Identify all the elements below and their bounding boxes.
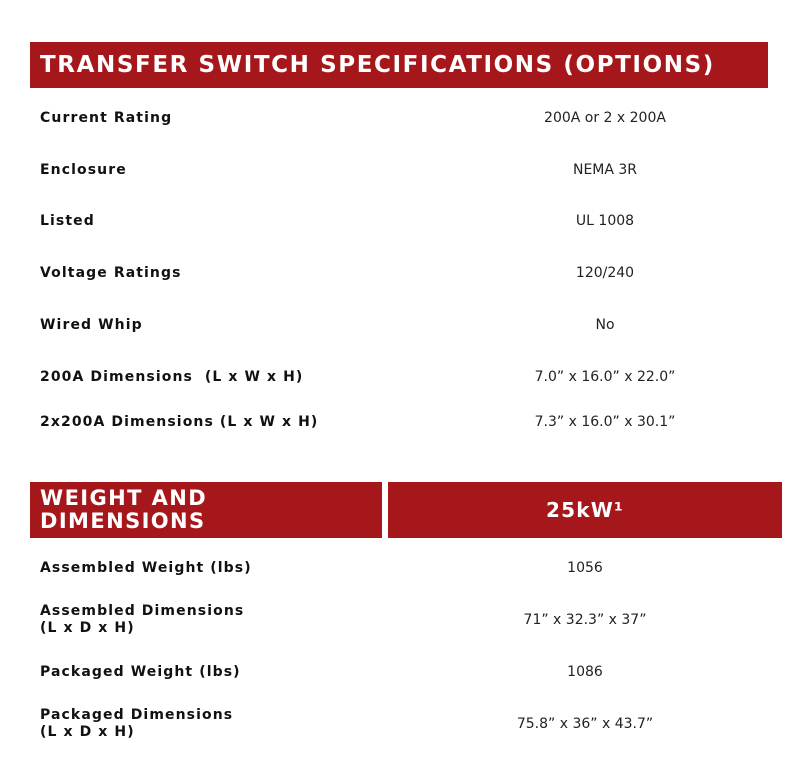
- weight-dimensions-title-line1: WEIGHT AND: [40, 486, 208, 510]
- spec-label-enclosure: Enclosure: [40, 162, 127, 178]
- spec-label-listed: Listed: [40, 213, 95, 229]
- wd-value-packaged-weight: 1086: [567, 664, 603, 680]
- wd-label-assembled-dimensions: [40, 603, 440, 637]
- wd-label-packaged-dimensions: [40, 707, 440, 741]
- spec-value-wired-whip: No: [595, 317, 615, 333]
- spec-label-voltage-ratings: Voltage Ratings: [40, 265, 182, 281]
- wd-label-line1: Packaged Dimensions: [40, 707, 234, 723]
- wd-value-assembled-dimensions: 71” x 32.3” x 37”: [523, 612, 647, 628]
- spec-value-enclosure: NEMA 3R: [572, 162, 638, 178]
- wd-label-line2: (L x D x H): [40, 724, 135, 740]
- wd-value-packaged-dimensions: 75.8” x 36” x 43.7”: [516, 716, 654, 732]
- wd-label-line1: Assembled Dimensions: [40, 603, 245, 619]
- spec-label-wired-whip: Wired Whip: [40, 317, 143, 333]
- spec-value-200a-dimensions: 7.0” x 16.0” x 22.0”: [534, 369, 676, 385]
- wd-value-assembled-weight: 1056: [567, 560, 603, 576]
- spec-label-current-rating: Current Rating: [40, 110, 173, 126]
- wd-label-line1: Packaged Weight (lbs): [40, 664, 241, 680]
- spec-value-voltage-ratings: 120/240: [575, 265, 635, 281]
- weight-dimensions-header: [30, 482, 382, 538]
- spec-label-200a-dimensions: 200A Dimensions (L x W x H): [40, 369, 304, 385]
- spec-value-listed: UL 1008: [575, 213, 635, 229]
- spec-value-current-rating: 200A or 2 x 200A: [544, 110, 666, 126]
- spec-label-2x200a-dimensions: 2x200A Dimensions (L x W x H): [40, 414, 319, 430]
- model-column-header: 25kW¹: [388, 482, 782, 538]
- wd-label-line1: Assembled Weight (lbs): [40, 560, 252, 576]
- wd-label-packaged-weight: [40, 664, 440, 681]
- weight-dimensions-title-line2: DIMENSIONS: [40, 509, 206, 533]
- wd-label-assembled-weight: [40, 560, 440, 577]
- transfer-switch-header: TRANSFER SWITCH SPECIFICATIONS (OPTIONS): [30, 42, 768, 88]
- wd-label-line2: (L x D x H): [40, 620, 135, 636]
- spec-value-2x200a-dimensions: 7.3” x 16.0” x 30.1”: [534, 414, 676, 430]
